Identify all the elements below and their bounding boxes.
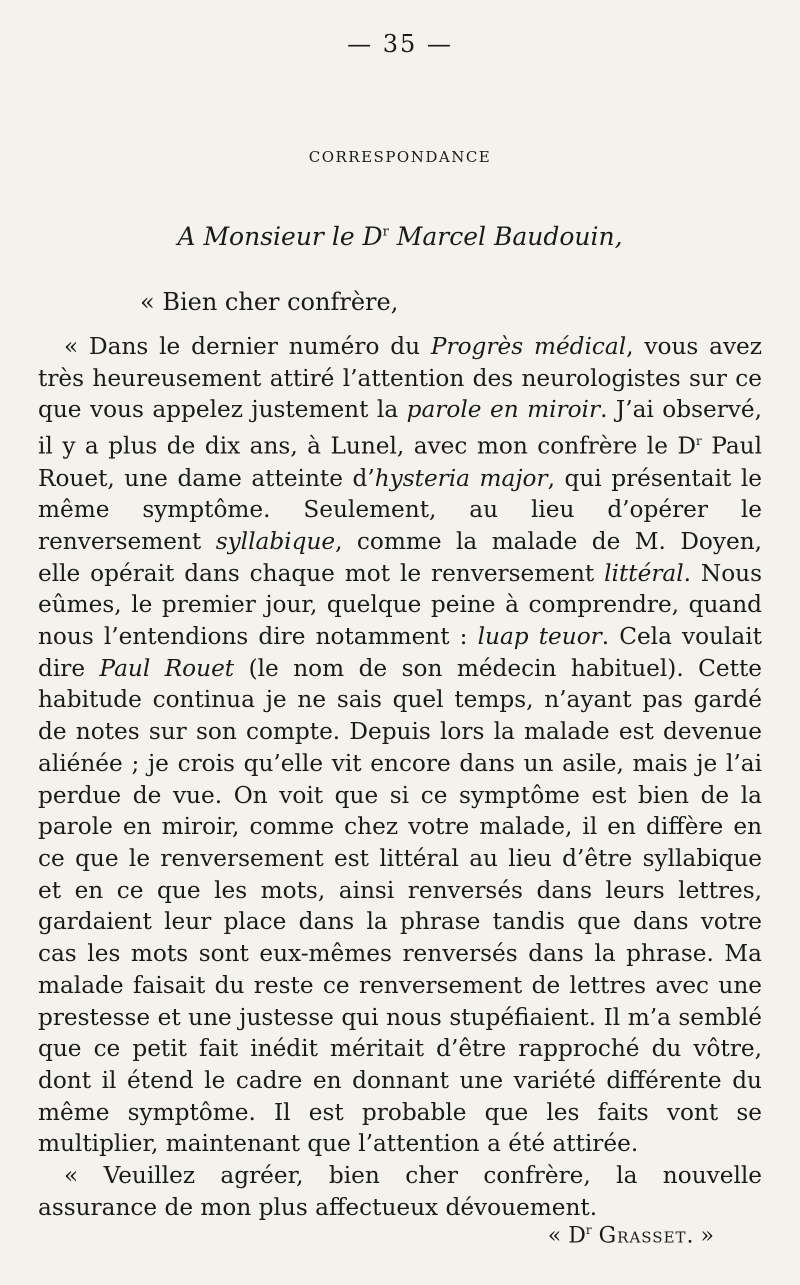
italic-term: hysteria major (374, 464, 548, 492)
text-run: . Nous eûmes, le premier jour, quelque peine à comprendre, quand nous l’entendions dire notamment : (38, 559, 762, 651)
title-sup: r (696, 434, 702, 449)
text-run: . Cela voulait dire (38, 623, 762, 682)
letter-greeting: « Bien cher confrère, (140, 288, 399, 316)
italic-term: syllabique (215, 527, 336, 555)
letter-salutation (0, 222, 800, 251)
letter-paragraph-1 (38, 331, 762, 1160)
text-run: « Dans le dernier numéro du (64, 333, 431, 360)
signature-close: . » (686, 1223, 714, 1249)
italic-term: parole en miroir (406, 396, 601, 424)
text-run: , vous avez très heureusement attiré l’attention des neurologistes sur ce que vous appelez justement la (38, 333, 762, 424)
italic-term: littéral (604, 559, 684, 587)
italic-quote: luap teuor (477, 623, 602, 651)
salutation-name: Marcel Baudouin, (388, 222, 623, 251)
italic-name: Paul Rouet (99, 654, 235, 682)
text-run: Paul Rouet, une dame atteinte d’ (38, 432, 763, 492)
text-run: (le nom de son médecin habituel). Cette habitude continua je ne sais quel temps, n’ayant pas gardé de notes sur son compte. Depuis lors la malade est devenue aliénée ; je crois qu’elle vit encore dans un asile, mais je l’ai perdue de vue. On voit que si ce symptôme est bien de la parole en miroir, comme chez votre malade, il en diffère en ce que le renversement est littéral au lieu d’être syllabique et en ce que les mots, ainsi renversés dans leurs lettres, gardaient leur place dans la phrase tandis que dans votre cas les mots sont eux-mêmes renversés dans la phrase. Ma malade faisait du reste ce renversement de lettres avec une prestesse et une justesse qui nous stupéfiaient. Il m’a semblé que ce petit fait inédit méritait d’être rapproché du vôtre, dont il étend le cadre en donnant une variété différente du même symptôme. Il est probable que les faits vont se multiplier, maintenant que l’attention a été attirée. (38, 654, 763, 1158)
text-run: . J’ai observé, il y a plus de dix ans, à Lunel, avec mon confrère le D (38, 396, 762, 460)
salutation-prefix: A Monsieur le D (177, 222, 383, 251)
signature-open: « D (547, 1223, 586, 1249)
text-run: , comme la malade de M. Doyen, elle opérait dans chaque mot le renversement (38, 527, 763, 587)
page-number: — 35 — (347, 30, 453, 58)
text-run: , qui présentait le même symptôme. Seulement, au lieu d’opérer le renversement (38, 464, 762, 555)
letter-paragraph-2: « Veuillez agréer, bien cher confrère, la nouvelle assurance de mon plus affectueux dévouement. (38, 1162, 762, 1221)
signature-sup: r (585, 1223, 592, 1237)
italic-journal-title: Progrès médical (430, 333, 627, 360)
salutation-title-sup: r (382, 224, 389, 240)
signature-name: Grasset (598, 1223, 687, 1249)
letter-signature (548, 1223, 714, 1248)
letter-body (38, 331, 762, 1223)
section-heading: CORRESPONDANCE (308, 148, 492, 166)
